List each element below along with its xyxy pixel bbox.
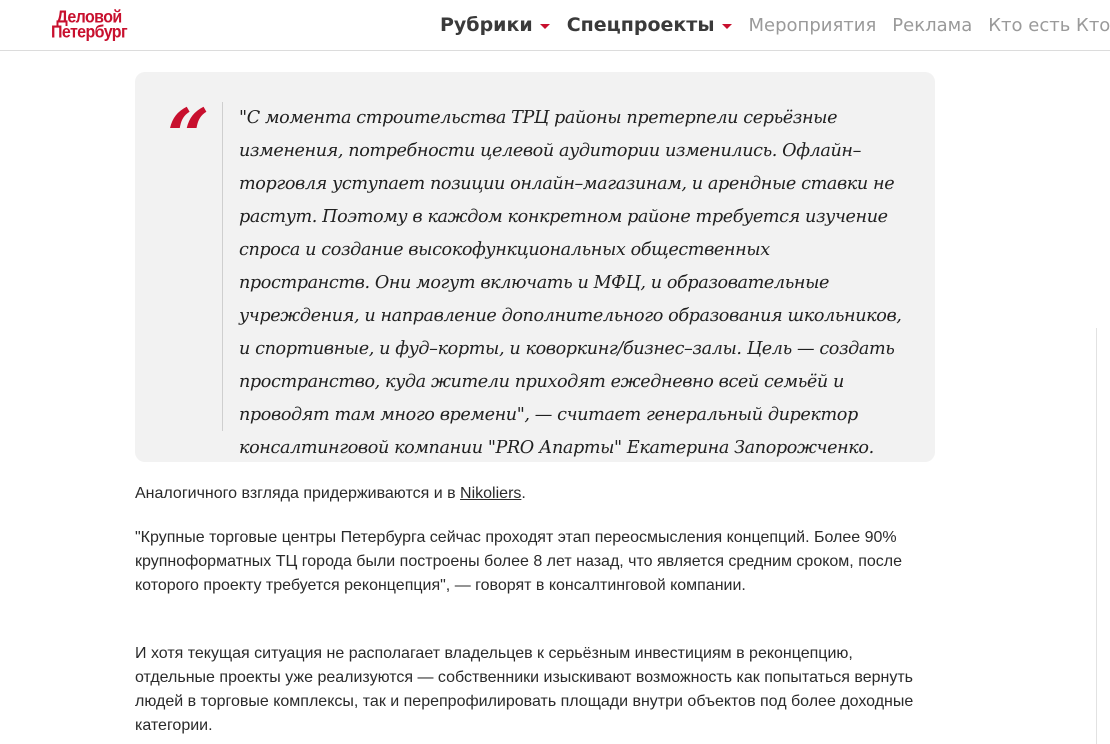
logo-line-2: Петербург [50, 23, 128, 42]
logo-line-1: Деловой [56, 8, 122, 27]
chevron-down-icon [540, 24, 550, 29]
nikoliers-link[interactable]: Nikoliers [460, 485, 522, 502]
site-logo[interactable] [36, 9, 142, 41]
article-paragraph-2: "Крупные торговые центры Петербурга сейчас проходят этап переосмысления концепций. Более 90% крупноформатных ТЦ города были построены более 8 лет назад, что является средним сроком, после которого проекту требуется реконцепция", — говорят в консалтинговой компании. [135, 529, 902, 594]
nav-item-who-is-who[interactable]: Кто есть Кто [988, 14, 1110, 36]
article-paragraph-3: И хотя текущая ситуация не располагает владельцев к серьёзным инвестициям в реконцепцию, отдельные проекты уже реализуются — собственники изыскивают возможность как попытаться вернуть людей в торговые комплексы, так и перепрофилировать площади внутри объектов под более доходные категории. [135, 645, 914, 734]
paragraph-text: Аналогичного взгляда придерживаются и в [135, 485, 461, 502]
quote-text: "С момента строительства ТРЦ районы претерпели серьёзные изменения, потребности целевой аудитории изменились. Офлайн–торговля уступает позиции онлайн–магазинам, и арендные ставки не растут. Поэтому в каждом конкретном районе требуется изучение спроса и создание высокофункциональных общественных пространств. Они могут включать и МФЦ, и образовательные учреждения, и направление дополнительного образования школьников, и спортивные, и фуд–корты, и коворкинг/бизнес–залы. Цель — создать пространство, куда жители приходят ежедневно всей семьёй и проводят там много времени", — считает генеральный директор консалтинговой компании "PRO Апарты" Екатерина Запорожченко. [239, 108, 902, 458]
quote-divider [222, 102, 223, 431]
nav-item-label: Спецпроекты [566, 14, 715, 36]
nav-item-advertising[interactable]: Реклама [892, 14, 973, 36]
scrollbar[interactable] [1096, 328, 1097, 744]
nav-item-rubrics[interactable] [440, 14, 550, 36]
chevron-down-icon [722, 24, 732, 29]
paragraph-text: . [521, 485, 526, 502]
nav-item-label: Рубрики [440, 14, 533, 36]
article-paragraph-1 [135, 482, 935, 506]
main-nav [440, 0, 1110, 50]
nav-item-events[interactable]: Мероприятия [748, 14, 877, 36]
top-navbar [0, 0, 1110, 51]
blockquote [135, 72, 935, 462]
quote-icon: “ [167, 94, 210, 180]
nav-item-special-projects[interactable] [567, 14, 732, 36]
